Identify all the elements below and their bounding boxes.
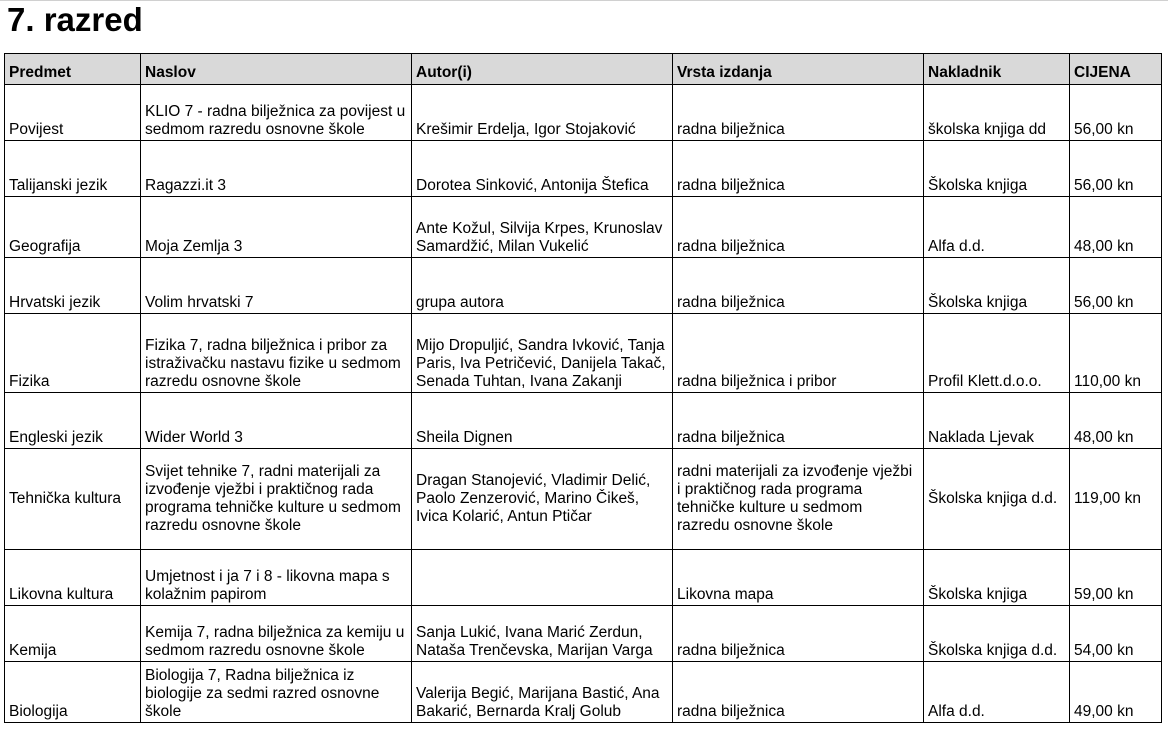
- cell-vrsta: radna bilježnica: [673, 141, 924, 197]
- table-row: [5, 258, 1162, 314]
- cell-nakladnik: Školska knjiga d.d.: [924, 449, 1070, 550]
- header-vrsta: Vrsta izdanja: [673, 54, 924, 85]
- cell-vrsta: radni materijali za izvođenje vježbi i praktičnog rada programa tehničke kulture u sedmom razredu osnovne škole: [673, 449, 924, 550]
- cell-nakladnik: Školska knjiga d.d.: [924, 606, 1070, 662]
- cell-naslov: Volim hrvatski 7: [141, 258, 412, 314]
- table-row: [5, 314, 1162, 393]
- table-row: [5, 85, 1162, 141]
- top-border-line: [0, 0, 1168, 1]
- table-row: [5, 197, 1162, 258]
- cell-cijena: 110,00 kn: [1070, 314, 1162, 393]
- cell-autor: Mijo Dropuljić, Sandra Ivković, Tanja Paris, Iva Petričević, Danijela Takač, Senada Tuhtan, Ivana Zakanji: [412, 314, 673, 393]
- cell-naslov: Svijet tehnike 7, radni materijali za izvođenje vježbi i praktičnog rada programa tehničke kulture u sedmom razredu osnovne škole: [141, 449, 412, 550]
- table-row: [5, 606, 1162, 662]
- cell-vrsta: radna bilježnica: [673, 85, 924, 141]
- table-row: [5, 141, 1162, 197]
- table-row: [5, 662, 1162, 723]
- header-nakladnik: Nakladnik: [924, 54, 1070, 85]
- cell-predmet: Kemija: [5, 606, 141, 662]
- cell-autor: Sheila Dignen: [412, 393, 673, 449]
- book-list-table: [4, 53, 1162, 723]
- page-title: 7. razred: [7, 1, 143, 38]
- cell-cijena: 54,00 kn: [1070, 606, 1162, 662]
- cell-vrsta: radna bilježnica: [673, 662, 924, 723]
- cell-vrsta: radna bilježnica: [673, 606, 924, 662]
- cell-naslov: Ragazzi.it 3: [141, 141, 412, 197]
- cell-naslov: Kemija 7, radna bilježnica za kemiju u sedmom razredu osnovne škole: [141, 606, 412, 662]
- cell-nakladnik: Školska knjiga: [924, 141, 1070, 197]
- cell-cijena: 119,00 kn: [1070, 449, 1162, 550]
- cell-predmet: Povijest: [5, 85, 141, 141]
- cell-vrsta: Likovna mapa: [673, 550, 924, 606]
- cell-autor: Krešimir Erdelja, Igor Stojaković: [412, 85, 673, 141]
- cell-predmet: Biologija: [5, 662, 141, 723]
- header-autor: Autor(i): [412, 54, 673, 85]
- cell-predmet: Engleski jezik: [5, 393, 141, 449]
- cell-autor: Dorotea Sinković, Antonija Štefica: [412, 141, 673, 197]
- table-row: [5, 449, 1162, 550]
- cell-predmet: Tehnička kultura: [5, 449, 141, 550]
- cell-autor: Dragan Stanojević, Vladimir Delić, Paolo Zenzerović, Marino Čikeš, Ivica Kolarić, Antun Ptičar: [412, 449, 673, 550]
- cell-vrsta: radna bilježnica: [673, 197, 924, 258]
- cell-predmet: Fizika: [5, 314, 141, 393]
- cell-nakladnik: Školska knjiga: [924, 550, 1070, 606]
- cell-nakladnik: školska knjiga dd: [924, 85, 1070, 141]
- table-row: [5, 393, 1162, 449]
- cell-autor: [412, 550, 673, 606]
- cell-naslov: KLIO 7 - radna bilježnica za povijest u sedmom razredu osnovne škole: [141, 85, 412, 141]
- cell-nakladnik: Naklada Ljevak: [924, 393, 1070, 449]
- cell-autor: Sanja Lukić, Ivana Marić Zerdun, Nataša Trenčevska, Marijan Varga: [412, 606, 673, 662]
- cell-naslov: Umjetnost i ja 7 i 8 - likovna mapa s kolažnim papirom: [141, 550, 412, 606]
- cell-naslov: Wider World 3: [141, 393, 412, 449]
- table-row: [5, 550, 1162, 606]
- cell-cijena: 56,00 kn: [1070, 258, 1162, 314]
- cell-autor: grupa autora: [412, 258, 673, 314]
- cell-naslov: Moja Zemlja 3: [141, 197, 412, 258]
- cell-vrsta: radna bilježnica i pribor: [673, 314, 924, 393]
- cell-nakladnik: Alfa d.d.: [924, 197, 1070, 258]
- table-header-row: [5, 54, 1162, 85]
- cell-predmet: Talijanski jezik: [5, 141, 141, 197]
- cell-nakladnik: Školska knjiga: [924, 258, 1070, 314]
- header-naslov: Naslov: [141, 54, 412, 85]
- cell-predmet: Geografija: [5, 197, 141, 258]
- cell-cijena: 48,00 kn: [1070, 393, 1162, 449]
- cell-cijena: 56,00 kn: [1070, 141, 1162, 197]
- cell-vrsta: radna bilježnica: [673, 393, 924, 449]
- cell-cijena: 56,00 kn: [1070, 85, 1162, 141]
- cell-naslov: Fizika 7, radna bilježnica i pribor za istraživačku nastavu fizike u sedmom razredu osnovne škole: [141, 314, 412, 393]
- cell-naslov: Biologija 7, Radna bilježnica iz biologije za sedmi razred osnovne škole: [141, 662, 412, 723]
- cell-predmet: Likovna kultura: [5, 550, 141, 606]
- cell-cijena: 48,00 kn: [1070, 197, 1162, 258]
- cell-predmet: Hrvatski jezik: [5, 258, 141, 314]
- cell-autor: Valerija Begić, Marijana Bastić, Ana Bakarić, Bernarda Kralj Golub: [412, 662, 673, 723]
- cell-vrsta: radna bilježnica: [673, 258, 924, 314]
- cell-cijena: 59,00 kn: [1070, 550, 1162, 606]
- header-cijena: CIJENA: [1070, 54, 1162, 85]
- header-predmet: Predmet: [5, 54, 141, 85]
- cell-nakladnik: Profil Klett.d.o.o.: [924, 314, 1070, 393]
- cell-nakladnik: Alfa d.d.: [924, 662, 1070, 723]
- cell-cijena: 49,00 kn: [1070, 662, 1162, 723]
- cell-autor: Ante Kožul, Silvija Krpes, Krunoslav Samardžić, Milan Vukelić: [412, 197, 673, 258]
